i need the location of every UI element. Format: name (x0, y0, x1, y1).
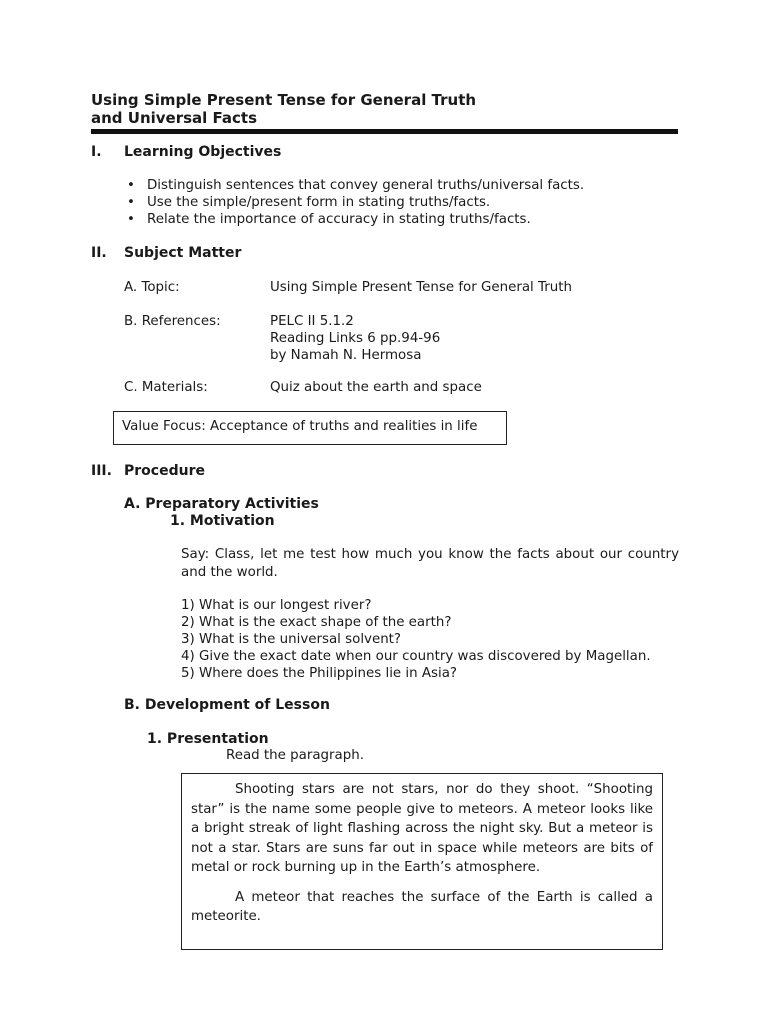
section-number: I. (91, 144, 102, 160)
document-title (91, 91, 476, 127)
list-item: 4) Give the exact date when our country was discovered by Magellan. (181, 649, 651, 664)
section-title: Subject Matter (124, 245, 242, 261)
title-line-2: and Universal Facts (91, 109, 258, 127)
say-paragraph: Say: Class, let me test how much you know the facts about our country and the world. (181, 547, 679, 580)
materials-label: C. Materials: (124, 380, 208, 395)
topic-value: Using Simple Present Tense for General Truth (270, 280, 572, 295)
list-item: 1) What is our longest river? (181, 598, 372, 613)
section-number: II. (91, 245, 107, 261)
reading-paragraph: A meteor that reaches the surface of the Earth is called a meteorite. (191, 889, 653, 924)
list-item: 3) What is the universal solvent? (181, 632, 402, 647)
presentation-heading: 1. Presentation (147, 731, 269, 747)
reading-passage-box (181, 773, 663, 950)
list-item: 2) What is the exact shape of the earth? (181, 615, 452, 630)
section-procedure-heading (91, 463, 205, 480)
list-item: • Distinguish sentences that convey general truths/universal facts. (124, 177, 584, 194)
list-item: • Use the simple/present form in stating truths/facts. (124, 194, 584, 211)
motivation-heading: 1. Motivation (170, 513, 275, 529)
preparatory-activities-heading: A. Preparatory Activities (124, 496, 319, 512)
topic-label: A. Topic: (124, 280, 180, 295)
section-number: III. (91, 463, 112, 479)
reading-paragraph: Shooting stars are not stars, nor do they shoot. “Shooting star” is the name some people give to meteors. A meteor looks like a bright streak of light flashing across the night sky. But a meteor is not a star. Stars are suns far out in space while meteors are bits of metal or rock burning up in the Earth’s atmosphere. (191, 782, 653, 875)
reference-line: Reading Links 6 pp.94-96 (270, 331, 441, 346)
references-label: B. References: (124, 314, 221, 329)
list-item: 5) Where does the Philippines lie in Asia? (181, 666, 458, 681)
title-rule (91, 129, 678, 134)
section-title: Learning Objectives (124, 144, 282, 160)
objectives-list (124, 177, 584, 228)
materials-value: Quiz about the earth and space (270, 380, 482, 395)
section-title: Procedure (124, 463, 205, 479)
reference-line: PELC II 5.1.2 (270, 314, 354, 329)
read-instruction: Read the paragraph. (226, 748, 365, 763)
references-values (270, 313, 440, 364)
value-focus-box: Value Focus: Acceptance of truths and realities in life (113, 411, 507, 445)
list-item: • Relate the importance of accuracy in stating truths/facts. (124, 211, 584, 228)
section-learning-objectives-heading (91, 144, 281, 161)
questions-list (181, 597, 651, 682)
development-of-lesson-heading: B. Development of Lesson (124, 697, 330, 713)
section-subject-matter-heading (91, 245, 241, 262)
reference-line: by Namah N. Hermosa (270, 348, 422, 363)
title-line-1: Using Simple Present Tense for General Truth (91, 91, 477, 109)
